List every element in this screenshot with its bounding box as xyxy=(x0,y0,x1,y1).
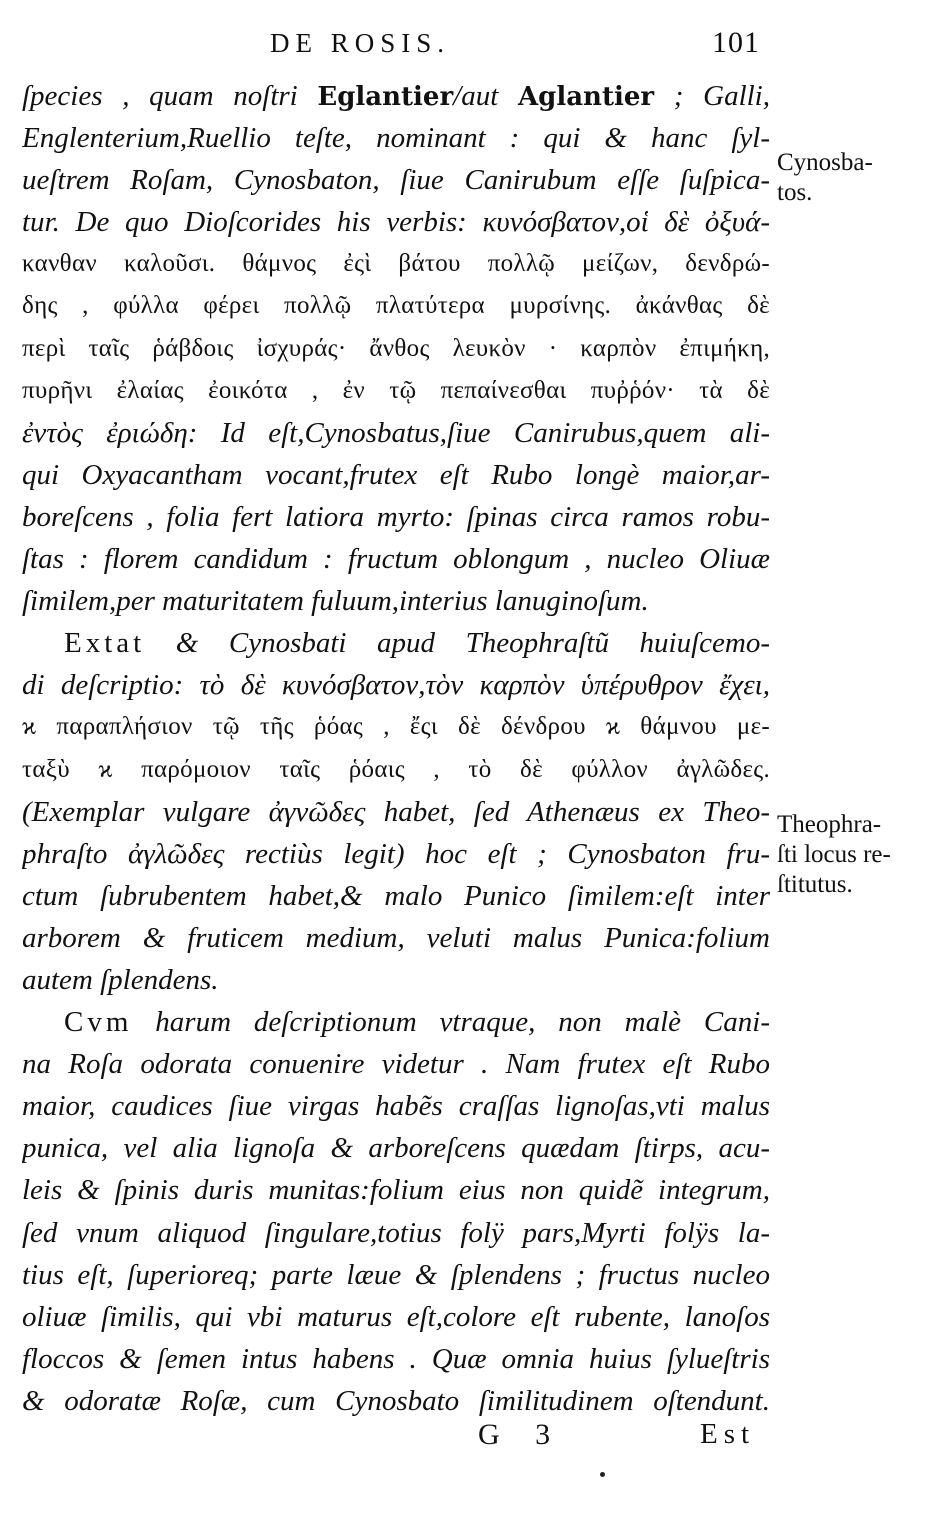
text-line xyxy=(22,1380,770,1422)
blackletter-word: Eglantier xyxy=(317,82,454,112)
text-line xyxy=(22,454,770,496)
line-text: na Roſa odorata conuenire videtur . Nam frutex eſt Rubo xyxy=(22,1048,770,1081)
text-line xyxy=(22,412,770,454)
ink-dot xyxy=(600,1472,605,1477)
text-line xyxy=(22,1127,770,1169)
line-text: κανθαν καλοῦσι. θάμνος ἐςὶ βάτου πολλῷ μείζων, δενδρώ- xyxy=(22,250,770,278)
signature-mark: G 3 xyxy=(478,1418,565,1451)
line-text: ſed vnum aliquod ſingulare,totius folÿ pars,Myrti folÿs la- xyxy=(22,1216,770,1249)
line-text: maior, caudices ſiue virgas habẽs craſſas lignoſas,vti malus xyxy=(22,1090,770,1123)
text-line xyxy=(22,328,770,370)
line-text: tius eſt, ſuperioreq; parte læue & ſplendens ; fructus nucleo xyxy=(22,1258,770,1291)
line-text: ταξὺ ϰ παρόμοιον ταῖς ῥόαις , τὸ δὲ φύλλον ἀγλῶδες. xyxy=(22,755,770,783)
text-line xyxy=(22,959,770,1001)
line-text: ctum ſubrubentem habet,& malo Punico ſimilem:eſt inter xyxy=(22,879,770,912)
running-head: DE ROSIS. xyxy=(270,28,451,58)
margin-note-cynosbatos xyxy=(777,148,873,208)
text-line xyxy=(22,538,770,580)
margin-note-line: tos. xyxy=(777,179,813,206)
text-line xyxy=(22,833,770,875)
text-line xyxy=(22,1001,770,1043)
small-caps-lead: Cvm xyxy=(64,1006,133,1039)
text-line xyxy=(22,243,770,285)
small-caps-lead: Extat xyxy=(64,627,146,660)
text-line xyxy=(22,1043,770,1085)
line-text: oliuæ ſimilis, qui vbi maturus eſt,colore eſt rubente, lanoſos xyxy=(22,1300,770,1333)
text-line xyxy=(22,75,770,117)
line-text: floccos & ſemen intus habens . Quæ omnia huius ſylueſtris xyxy=(22,1342,770,1375)
text-line xyxy=(22,1254,770,1296)
text-line xyxy=(22,875,770,917)
margin-note-line: Theophra- xyxy=(777,811,882,838)
line-text: (Exemplar vulgare ἀγνῶδες habet, ſed Athenæus ex Theo- xyxy=(22,795,770,828)
line-text: & Cynosbati apud Theophraſtũ huiuſcemo- xyxy=(145,627,770,660)
text-line xyxy=(22,370,770,412)
text-line xyxy=(22,749,770,791)
text-line xyxy=(22,117,770,159)
line-text: ſimilem,per maturitatem fuluum,interius lanuginoſum. xyxy=(22,585,649,618)
line-text: arborem & fruticem medium, veluti malus Punica:folium xyxy=(22,921,770,954)
line-text: περὶ ταῖς ῥάβδοις ἰσχυράς· ἄνθος λευκὸν · καρπὸν ἐπιμήκη, xyxy=(22,334,770,362)
margin-note-line: ſti locus re- xyxy=(777,841,891,868)
text-line xyxy=(22,1085,770,1127)
text-line xyxy=(22,706,770,748)
line-text: ſtas : florem candidum : fructum oblongum , nucleo Oliuæ xyxy=(22,543,770,576)
line-text: Englenterium,Ruellio teſte, nominant : qui & hanc ſyl- xyxy=(22,122,770,155)
margin-note-theophrastus xyxy=(777,810,891,900)
page-number: 101 xyxy=(712,26,760,59)
text-line xyxy=(22,580,770,622)
line-text: harum deſcriptionum vtraque, non malè Cani- xyxy=(132,1006,770,1039)
line-text: ἐντὸς ἐριώδη: Id eſt,Cynosbatus,ſiue Canirubus,quem ali- xyxy=(22,416,770,449)
line-text: πυρῆνι ἐλαίας ἐοικότα , ἐν τῷ πεπαίνεσθαι πυῤῥόν· τὰ δὲ xyxy=(22,376,770,404)
line-text: ſpecies , quam noſtri xyxy=(22,80,318,112)
line-text: di deſcriptio: τὸ δὲ κυνόσβατον,τὸν καρπὸν ὑπέρυθρον ἔχει, xyxy=(22,669,770,702)
margin-note-line: Cynosba- xyxy=(777,149,873,176)
text-line xyxy=(22,1338,770,1380)
line-text: punica, vel alia lignoſa & arboreſcens quædam ſtirps, acu- xyxy=(22,1132,770,1165)
line-text: ϰ παραπλήσιον τῷ τῆς ῥόας , ἔςι δὲ δένδρου ϰ θάμνου με- xyxy=(22,713,770,741)
line-text: /aut xyxy=(453,80,518,112)
line-text: phraſto ἀγλῶδες rectiùs legit) hoc eſt ; Cynosbaton fru- xyxy=(22,837,770,870)
text-line xyxy=(22,1212,770,1254)
line-text: qui Oxyacantham vocant,frutex eſt Rubo longè maior,ar- xyxy=(22,458,770,491)
line-text: leis & ſpinis duris munitas:folium eius non quidẽ integrum, xyxy=(22,1174,770,1207)
blackletter-word: Aglantier xyxy=(517,82,655,112)
line-text: autem ſplendens. xyxy=(22,963,219,996)
text-line xyxy=(22,201,770,243)
text-line xyxy=(22,791,770,833)
catchword: Est xyxy=(700,1418,756,1450)
text-line xyxy=(22,159,770,201)
text-line xyxy=(22,496,770,538)
line-text: boreſcens , folia fert latiora myrto: ſpinas circa ramos robu- xyxy=(22,500,770,533)
line-text: δης , φύλλα φέρει πολλῷ πλατύτερα μυρσίνης. ἀκάνθας δὲ xyxy=(22,292,770,320)
text-line xyxy=(22,664,770,706)
line-text: & odoratæ Roſæ, cum Cynosbato ſimilitudinem oſtendunt. xyxy=(22,1384,770,1417)
margin-note-line: ſtitutus. xyxy=(777,871,853,898)
line-text: tur. De quo Dioſcorides his verbis: κυνόσβατον,οἱ δὲ ὀξυά- xyxy=(22,206,770,239)
text-line xyxy=(22,285,770,327)
body-text xyxy=(22,75,770,1422)
text-line xyxy=(22,1296,770,1338)
line-text: ueſtrem Roſam, Cynosbaton, ſiue Canirubum eſſe ſuſpica- xyxy=(22,164,770,197)
text-line xyxy=(22,917,770,959)
text-line xyxy=(22,1169,770,1211)
text-line xyxy=(22,622,770,664)
line-text: ; Galli, xyxy=(654,80,770,112)
